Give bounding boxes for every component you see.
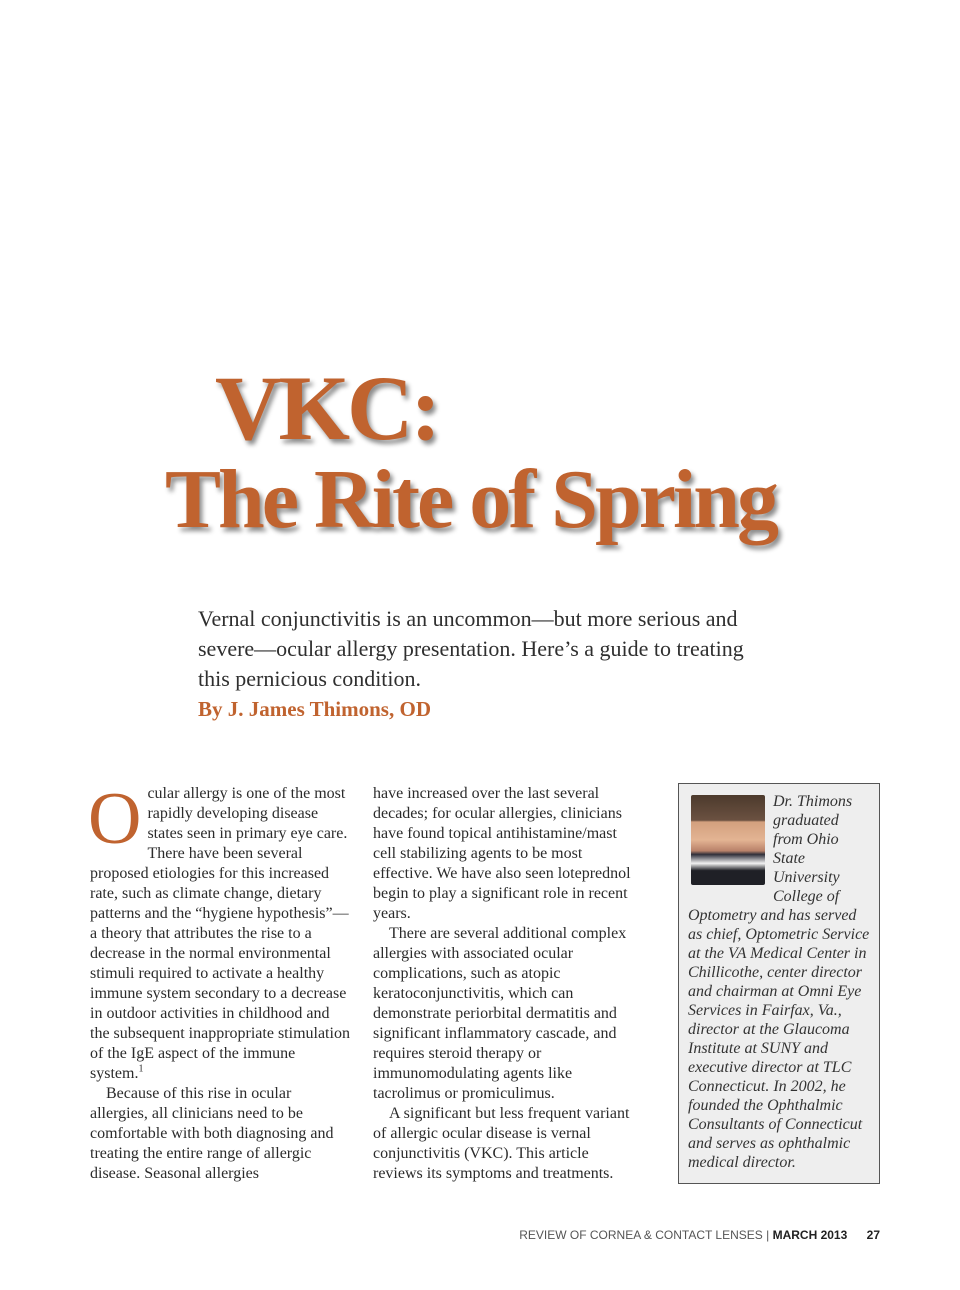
- drop-cap: O: [88, 778, 142, 860]
- footnote-reference: 1: [138, 1063, 144, 1075]
- publication-name: REVIEW OF CORNEA & CONTACT LENSES |: [519, 1228, 770, 1242]
- body-paragraph: [88, 778, 352, 1084]
- body-paragraph: A significant but less frequent variant of allergic ocular disease is vernal conjunctivitis (VKC). This article reviews its symptoms and treatments.: [373, 1105, 630, 1182]
- body-paragraph: Because of this rise in ocular allergies, all clinicians need to be comfortable with both diagnosing and treating the entire range of allergic disease. Seasonal allergies: [90, 1085, 334, 1182]
- body-paragraph: There are several additional complex allergies with associated ocular complications, such as atopic keratoconjunctivitis, which can demonstrate periorbital dermatitis and significant inflammatory cascade, and requires steroid therapy or immunomodulating agents like tacrolimus or promiculimus.: [373, 925, 627, 1102]
- author-photo: [691, 795, 765, 885]
- body-text: cular allergy is one of the most rapidly developing disease states seen in primary eye care. There have been several proposed etiologies for this increased rate, such as climate change, dietary patterns and the “hygiene hypothesis”—a theory that attributes the rise to a decrease in the normal environmental stimuli required to activate a healthy immune system secondary to a decrease in outdoor activities in childhood and the subsequent inappropriate stimulation of the IgE aspect of the immune system.: [90, 785, 350, 1082]
- article-title-line-2: The Rite of Spring: [165, 453, 777, 546]
- author-bio: Dr. Thimons graduated from Ohio State University College of Optometry and has served as chief, Optometric Service at the VA Medical Center in Chillicothe, center director and chairman at Omni Eye Services in Fairfax, Va., director at the Glaucoma Institute at SUNY and executive director at TLC Connecticut. In 2002, he founded the Ophthalmic Consultants of Connecticut and serves as ophthalmic medical director.: [688, 793, 870, 1171]
- article-title-line-1: VKC:: [215, 357, 439, 459]
- body-column-2: [373, 784, 639, 1184]
- page-number: 27: [866, 1228, 880, 1242]
- issue-date: MARCH 2013: [772, 1228, 848, 1242]
- body-column-1: [88, 778, 352, 1184]
- article-deck: Vernal conjunctivitis is an uncommon—but more serious and severe—ocular allergy presentation. Here’s a guide to treating this pernicious condition.: [198, 606, 744, 691]
- page-footer: [519, 1228, 880, 1242]
- article-byline: By J. James Thimons, OD: [198, 697, 431, 721]
- body-paragraph: have increased over the last several decades; for ocular allergies, clinicians have found topical antihistamine/mast cell stabilizing agents to be most effective. We have also seen loteprednol begin to play a significant role in recent years.: [373, 785, 631, 922]
- author-bio-box: [678, 783, 880, 1184]
